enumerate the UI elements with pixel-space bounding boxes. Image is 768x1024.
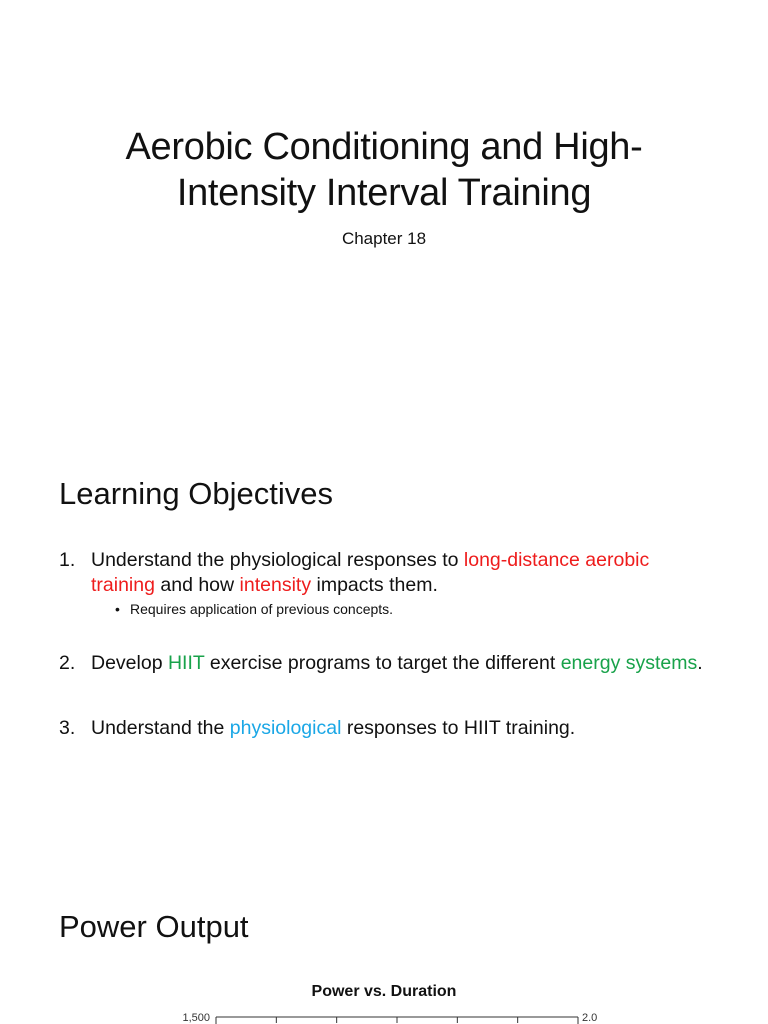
highlight-physiological: physiological (229, 716, 342, 739)
objective-item-2 (59, 651, 709, 676)
objective-number: 2. (59, 652, 76, 674)
highlight-long-distance: long-distance aerobic training (91, 549, 650, 596)
objective-text: exercise programs to target the different (204, 652, 561, 674)
objective-text: Understand the (91, 716, 230, 739)
objective-text: Understand the physiological responses to (91, 549, 464, 571)
objective-text: Develop (91, 652, 168, 674)
title-line-2: Intensity Interval Training (176, 172, 592, 214)
learning-objectives-heading: Learning Objectives (59, 476, 333, 511)
objective-text: and how (154, 573, 240, 596)
highlight-hiit: HIIT (167, 652, 205, 674)
chart-title: Power vs. Duration (311, 983, 457, 1000)
power-output-heading: Power Output (59, 909, 249, 944)
objective-text: responses to HIIT training. (341, 716, 576, 739)
objective-number: 1. (59, 549, 76, 571)
objective-number: 3. (59, 716, 76, 739)
slide-title (60, 124, 708, 216)
objective-text: impacts them. (311, 573, 438, 596)
objective-text: . (697, 652, 703, 674)
title-line-1: Aerobic Conditioning and High- (125, 126, 643, 168)
highlight-energy-systems: energy systems (560, 652, 698, 674)
objective-item-1 (59, 548, 709, 618)
highlight-intensity: intensity (239, 573, 312, 596)
power-duration-chart (0, 1000, 768, 1024)
objective-item-3 (59, 716, 709, 741)
bullet-glyph: • (115, 601, 120, 617)
right-axis-tick-label: 2.0 (582, 1012, 598, 1024)
objectives-list (59, 548, 709, 740)
sub-bullet (115, 600, 709, 618)
x-axis-ticks (216, 1017, 578, 1023)
sub-bullet-text: Requires application of previous concepts. (130, 601, 394, 617)
chapter-subtitle: Chapter 18 (341, 229, 427, 248)
left-axis-tick-label: 1,500 (182, 1012, 210, 1024)
